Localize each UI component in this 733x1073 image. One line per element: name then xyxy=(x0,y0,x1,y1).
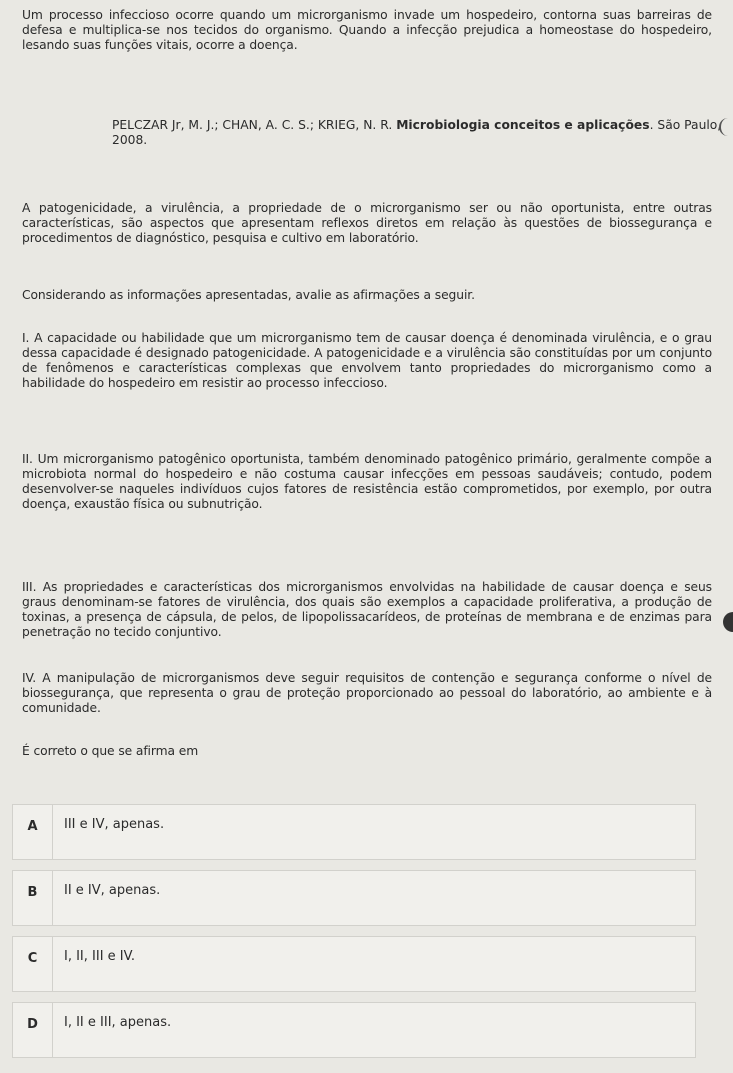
instruction-text: Considerando as informações apresentadas, avalie as afirmações a seguir. xyxy=(22,288,475,302)
reference-title: Microbiologia conceitos e aplicações xyxy=(396,118,650,132)
option-d-text: I, II e III, apenas. xyxy=(64,1015,172,1030)
option-c[interactable] xyxy=(12,936,696,992)
page-edge-mark xyxy=(719,118,733,136)
option-d-letter: D xyxy=(13,1003,53,1057)
page-edge-dot xyxy=(723,612,733,632)
option-b-letter: B xyxy=(13,871,53,925)
option-a-letter: A xyxy=(13,805,53,859)
option-c-letter: C xyxy=(13,937,53,991)
question-prompt: É correto o que se afirma em xyxy=(22,744,199,758)
reference-rest: . São Paulo, 2008. xyxy=(112,118,722,147)
statement-iii: III. As propriedades e características dos microrganismos envolvidas na habilidade de causar doença e seus graus denominam-se fatores de virulência, dos quais são exemplos a capacidade proliferativa, a produção de toxinas, a presença de cápsula, de pelos, de lipopolissacarídeos, de proteínas de membrana e de enzimas para penetração no tecido conjuntivo. xyxy=(22,580,712,639)
option-b-text: II e IV, apenas. xyxy=(64,883,161,898)
intro-paragraph: Um processo infeccioso ocorre quando um microrganismo invade um hospedeiro, contorna suas barreiras de defesa e multiplica-se nos tecidos do organismo. Quando a infecção prejudica a homeostase do hospedeiro, lesando suas funções vitais, ocorre a doença. xyxy=(22,8,712,52)
option-c-text: I, II, III e IV. xyxy=(64,949,135,964)
reference-citation xyxy=(112,118,722,148)
option-b[interactable] xyxy=(12,870,696,926)
statement-i: I. A capacidade ou habilidade que um microrganismo tem de causar doença é denominada virulência, e o grau dessa capacidade é designado patogenicidade. A patogenicidade e a virulência são constituídas por um conjunto de fenômenos e características complexas que envolvem tanto propriedades do microrganismo como a habilidade do hospedeiro em resistir ao processo infeccioso. xyxy=(22,331,712,390)
statement-ii: II. Um microrganismo patogênico oportunista, também denominado patogênico primário, geralmente compõe a microbiota normal do hospedeiro e não costuma causar infecções em pessoas saudáveis; contudo, podem desenvolver-se naqueles indivíduos cujos fatores de resistência estão comprometidos, por exemplo, por outra doença, exaustão física ou subnutrição. xyxy=(22,452,712,511)
reference-authors: PELCZAR Jr, M. J.; CHAN, A. C. S.; KRIEG, N. R. xyxy=(112,118,393,132)
statement-iv: IV. A manipulação de microrganismos deve seguir requisitos de contenção e segurança conforme o nível de biossegurança, que representa o grau de proteção proporcionado ao pessoal do laboratório, ao ambiente e à comunidade. xyxy=(22,671,712,715)
option-d[interactable] xyxy=(12,1002,696,1058)
context-paragraph: A patogenicidade, a virulência, a propriedade de o microrganismo ser ou não oportunista, entre outras características, são aspectos que apresentam reflexos diretos em relação às questões de biossegurança e procedimentos de diagnóstico, pesquisa e cultivo em laboratório. xyxy=(22,201,712,245)
option-a[interactable] xyxy=(12,804,696,860)
option-a-text: III e IV, apenas. xyxy=(64,817,165,832)
